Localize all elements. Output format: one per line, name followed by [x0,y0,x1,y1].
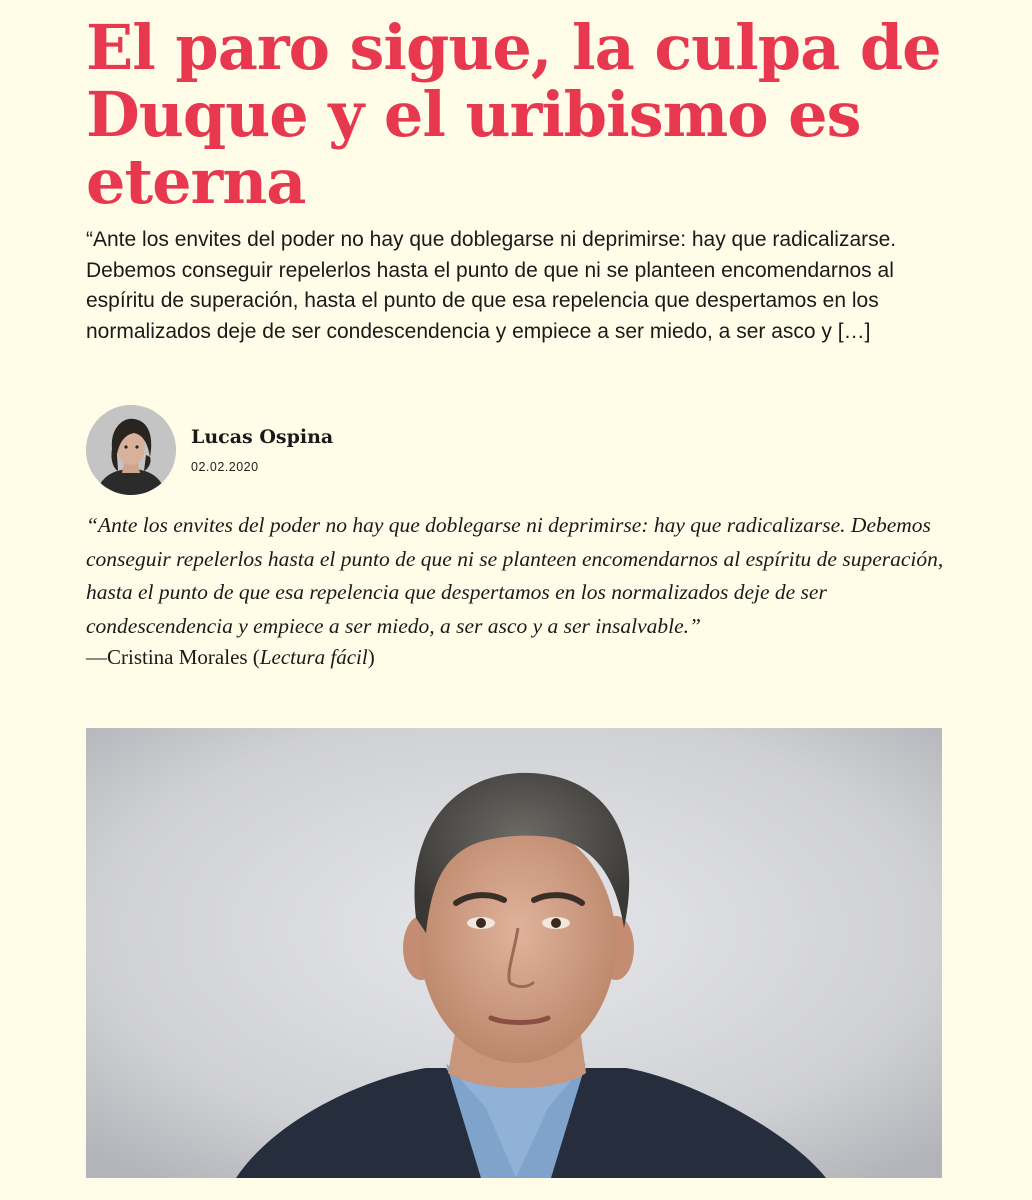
article-hero-photo [86,728,942,1178]
epigraph-quote: “Ante los envites del poder no hay que doblegarse ni deprimirse: hay que radicalizarse. Debemos conseguir repelerlos hasta el punto de que ni se planteen encomendarnos al espíritu de superación, hasta el punto de que esa repelencia que despertamos en los normalizados deje de ser condescendencia y empiece a ser miedo, a ser asco y a ser insalvable.” [86,513,944,638]
article-title[interactable]: El paro sigue, la culpa de Duque y el uribismo es eterna [86,11,941,218]
attribution-work: Lectura fácil [259,645,368,669]
author-name[interactable]: Lucas Ospina [191,426,334,448]
epigraph [86,509,946,671]
publish-date: 02.02.2020 [191,460,259,474]
epigraph-attribution [86,643,946,671]
article-excerpt: “Ante los envites del poder no hay que doblegarse ni deprimirse: hay que radicalizarse. Debemos conseguir repelerlos hasta el punto de que ni se planteen encomendarnos al espíritu de superación, hasta el punto de que esa repelencia que despertamos en los normalizados deje de ser condescendencia y empiece a ser miedo, a ser asco y […] [86,228,897,343]
article [86,0,956,669]
attribution-suffix: ) [367,645,375,669]
attribution-prefix: —Cristina Morales ( [86,645,260,669]
author-avatar[interactable] [86,405,176,495]
author-byline [86,404,333,496]
